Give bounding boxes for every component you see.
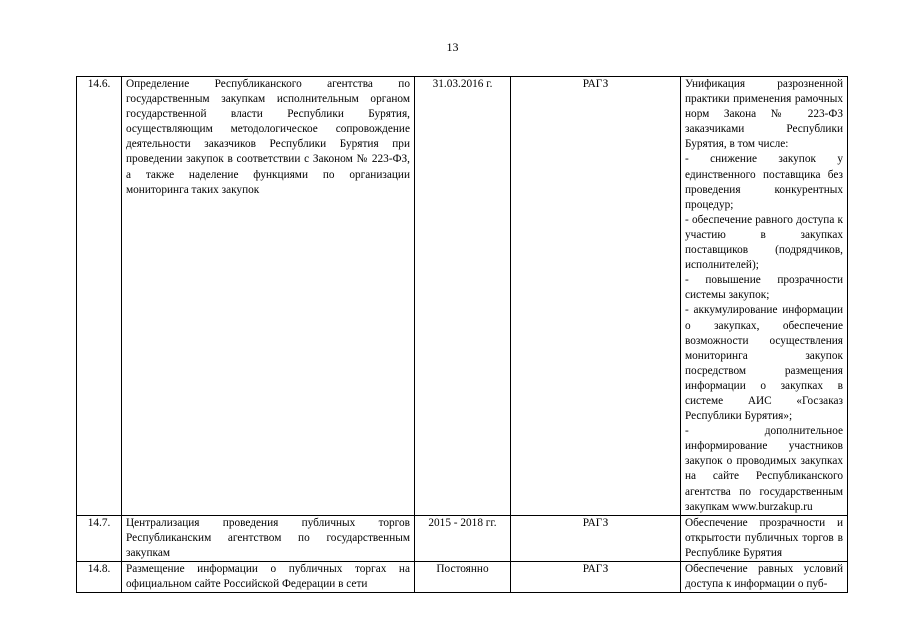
row-number: 14.6. [77,77,122,516]
result-line: - обеспечение равного доступа к участию в закупках поставщиков (подрядчиков, исполнителей); [685,213,843,272]
row-number: 14.8. [77,562,122,593]
measure-deadline: 2015 - 2018 гг. [415,515,511,561]
expected-result [681,515,848,561]
expected-result [681,562,848,593]
table-row [77,515,848,561]
measure-executor: РАГЗ [511,77,681,516]
result-line: - повышение прозрачности системы закупок; [685,274,843,302]
result-line: - аккумулирование информации о закупках, обеспечение возможности осуществления мониторинга закупок посредством размещения информации о закупках в системе АИС «Госзаказ Республики Бурятия»; [685,304,843,423]
measure-deadline: Постоянно [415,562,511,593]
row-number: 14.7. [77,515,122,561]
page-number: 13 [446,40,459,54]
measure-description: Размещение информации о публичных торгах на официальном сайте Российской Федерации в сети [122,562,415,593]
result-line: - дополнительное информирование участников закупок о проводимых закупках на сайте Республиканского агентства по государственным закупкам www.burzakup.ru [685,425,843,513]
measures-table [76,76,848,593]
measure-executor: РАГЗ [511,515,681,561]
measure-executor: РАГЗ [511,562,681,593]
result-line: Унификация разрозненной практики применения рамочных норм Закона № 223-ФЗ заказчиками Республики Бурятия, в том числе: [685,78,843,151]
table-row [77,562,848,593]
measure-deadline: 31.03.2016 г. [415,77,511,516]
measure-description: Централизация проведения публичных торгов Республиканским агентством по государственным закупкам [122,515,415,561]
result-line: - снижение закупок у единственного поставщика без проведения конкурентных процедур; [685,153,843,211]
expected-result [681,77,848,516]
measure-description: Определение Республиканского агентства по государственным закупкам исполнительным органом государственной власти Республики Бурятия, осуществляющим методологическое сопровождение деятельности заказчиков Республики Бурятия при проведении закупок в соответствии с Законом № 223-ФЗ, а также наделение функциями по организации мониторинга таких закупок [122,77,415,516]
result-line: Обеспечение прозрачности и открытости публичных торгов в Республике Бурятия [685,516,843,559]
result-line: Обеспечение равных условий доступа к информации о пуб- [685,563,843,591]
table-row [77,77,848,516]
